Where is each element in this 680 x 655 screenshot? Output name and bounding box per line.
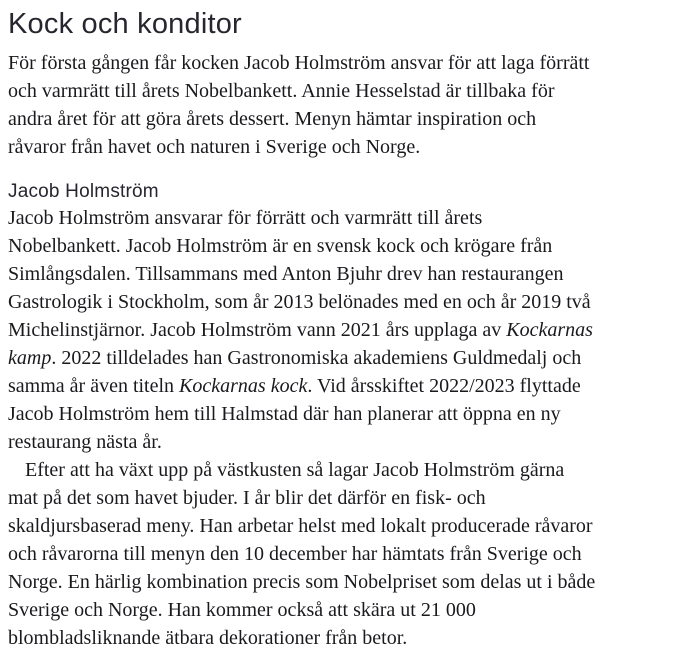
bio-paragraph [8, 204, 672, 456]
text-line: Jacob Holmström hem till Halmstad där han planerar att öppna en ny [8, 403, 561, 425]
text-line: blombladsliknande ätbara dekorationer från betor. [8, 627, 408, 649]
text-line: andra året för att göra årets dessert. Menyn hämtar inspiration och [8, 108, 537, 130]
text-line: samma år även titeln Kockarnas kock. Vid årsskiftet 2022/2023 flyttade [8, 375, 581, 397]
text-line: skaldjursbaserad meny. Han arbetar helst med lokalt producerade råvaror [8, 515, 593, 537]
intro-paragraph [8, 49, 672, 161]
text-line: kamp. 2022 tilldelades han Gastronomiska akademiens Guldmedalj och [8, 347, 582, 369]
text-line: Simlångsdalen. Tillsammans med Anton Bjuhr drev han restaurangen [8, 263, 564, 285]
text-line: Jacob Holmström ansvarar för förrätt och varmrätt till årets [8, 207, 483, 229]
section-heading-jacob-holmstrom: Jacob Holmström [8, 181, 159, 202]
text-line: och råvarorna till menyn den 10 december har hämtats från Sverige och [8, 543, 582, 565]
text-line: råvaror från havet och naturen i Sverige och Norge. [8, 136, 421, 158]
text-line: Sverige och Norge. Han kommer också att skära ut 21 000 [8, 599, 476, 621]
text-line: mat på det som havet bjuder. I år blir det därför en fisk- och [8, 487, 486, 509]
text-line: restaurang nästa år. [8, 431, 162, 453]
text-line: Michelinstjärnor. Jacob Holmström vann 2021 års upplaga av Kockarnas [8, 319, 593, 341]
menu-paragraph [8, 456, 672, 652]
page-title: Kock och konditor [8, 8, 242, 40]
text-line: Nobelbankett. Jacob Holmström är en svensk kock och krögare från [8, 235, 553, 257]
text-line: För första gången får kocken Jacob Holmström ansvar för att laga förrätt [8, 52, 590, 74]
text-line: Norge. En härlig kombination precis som Nobelpriset som delas ut i både [8, 571, 596, 593]
text-line: Efter att ha växt upp på västkusten så lagar Jacob Holmström gärna [25, 459, 565, 481]
text-line: och varmrätt till årets Nobelbankett. Annie Hesselstad är tillbaka för [8, 80, 555, 102]
text-line: Gastrologik i Stockholm, som år 2013 belönades med en och år 2019 två [8, 291, 591, 313]
